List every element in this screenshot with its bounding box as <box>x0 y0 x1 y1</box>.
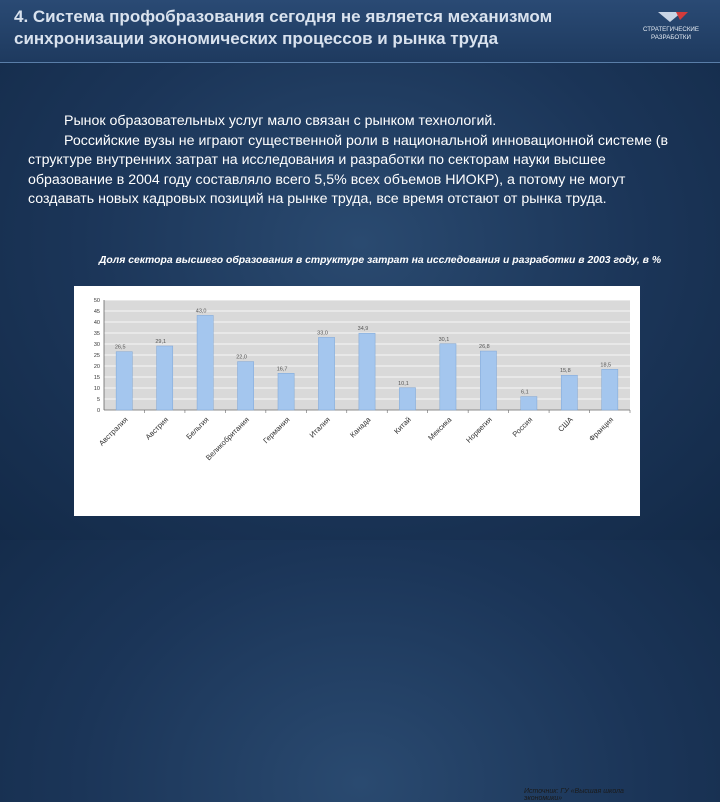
chart-title: Доля сектора высшего образования в структуре затрат на исследования и разработки в 2003 году, в % <box>98 255 662 266</box>
x-tick-label: Италия <box>307 415 332 440</box>
y-tick-label: 10 <box>93 386 100 392</box>
x-tick-label: Бельгия <box>184 415 211 442</box>
bar <box>278 373 294 410</box>
bar <box>561 375 577 410</box>
x-tick-label: Канада <box>348 415 373 440</box>
bar <box>359 333 375 410</box>
y-tick-label: 50 <box>93 298 100 304</box>
x-tick-label: Великобритания <box>203 415 252 463</box>
bar-chart <box>74 286 640 516</box>
bar <box>238 362 254 410</box>
y-tick-label: 30 <box>93 342 100 348</box>
x-tick-label: Франция <box>587 415 616 444</box>
bar <box>480 351 496 410</box>
logo-text-1: СТРАТЕГИЧЕСКИЕ <box>643 26 699 33</box>
bar <box>157 346 173 410</box>
bar <box>116 352 132 410</box>
bar <box>440 344 456 410</box>
bar <box>602 369 618 410</box>
data-label: 6,1 <box>521 389 529 396</box>
data-label: 30,1 <box>438 336 450 343</box>
y-tick-label: 35 <box>93 331 100 337</box>
data-label: 34,9 <box>357 326 369 333</box>
logo <box>636 8 706 48</box>
chart-source: Источник: ГУ «Высшая школа экономики» <box>524 788 624 802</box>
data-label: 29,1 <box>155 338 167 345</box>
body-text <box>28 112 692 210</box>
y-tick-label: 20 <box>93 364 100 370</box>
data-label: 22,0 <box>236 354 247 361</box>
data-label: 33,0 <box>317 330 328 337</box>
chart-container <box>74 286 640 802</box>
page-title: 4. Система профобразования сегодня не является механизмом синхронизации экономических процессов и рынка труда <box>14 7 553 48</box>
y-tick-label: 25 <box>93 353 100 359</box>
y-tick-label: 40 <box>93 320 100 326</box>
data-label: 43,0 <box>195 308 207 315</box>
data-label: 26,5 <box>114 344 126 351</box>
bar <box>197 315 213 410</box>
x-tick-label: Россия <box>510 415 535 439</box>
x-tick-label: Австрия <box>143 415 171 442</box>
y-tick-label: 45 <box>93 309 100 315</box>
logo-text-2: РАЗРАБОТКИ <box>651 34 691 41</box>
x-tick-label: Мексика <box>426 415 454 443</box>
data-label: 18,5 <box>600 362 612 369</box>
header-bar <box>0 0 720 63</box>
data-label: 16,7 <box>276 366 288 373</box>
bar <box>399 388 415 410</box>
paragraph-2: Российские вузы не играют существенной роли в национальной инновационной системе (в структуре внутренних затрат на исследования и разработки по секторам науки высшее образование в 2004 году составляло всего 5,5% всех объемов НИОКР), а потому не могут создавать новых кадровых позиций на рынке труда, все время отстают от рынка труда. <box>28 132 669 207</box>
y-tick-label: 15 <box>93 375 100 381</box>
x-tick-label: Китай <box>392 415 413 436</box>
x-tick-label: США <box>556 415 575 434</box>
data-label: 10,1 <box>398 380 409 387</box>
x-tick-label: Германия <box>261 415 292 446</box>
y-tick-label: 0 <box>96 408 100 414</box>
y-tick-label: 5 <box>96 397 100 403</box>
x-tick-label: Австралия <box>97 415 130 448</box>
paragraph-1: Рынок образовательных услуг мало связан с рынком технологий. <box>64 113 497 129</box>
bar <box>318 337 334 410</box>
x-tick-label: Норвегия <box>464 415 494 445</box>
bar <box>521 397 537 410</box>
data-label: 15,8 <box>559 368 571 375</box>
data-label: 26,8 <box>479 344 490 351</box>
